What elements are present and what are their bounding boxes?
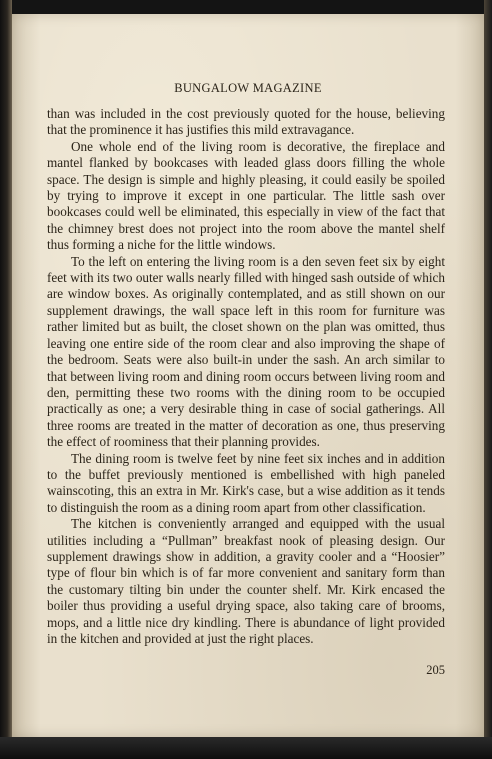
body-text: [47, 106, 445, 647]
paragraph-dining-room: The dining room is twelve feet by nine feet six inches and in addition to the buffet previously mentioned is embellished with high paneled wainscoting, this an extra in Mr. Kirk's case, but a wise addition as it tends to distinguish the room as a dining room apart from other classification.: [47, 450, 445, 515]
paragraph-living-room: One whole end of the living room is decorative, the fireplace and mantel flanked by bookcases with leaded glass doors filling the whole space. The design is simple and highly pleasing, it could easily be spoiled by trying to improve it except in one particular. The little sash over bookcases could well be eliminated, this especially in view of the fact that the chimney brest does not project into the room above the mantel shelf thus forming a niche for the little windows.: [47, 138, 445, 253]
paragraph-kitchen: The kitchen is conveniently arranged and equipped with the usual utilities including a “Pullman” breakfast nook of pleasing design. Our supplement drawings show in addition, a gravity cooler and a “Hoosier” type of flour bin which is of far more convenient and sanitary form than the customary tilting bin under the counter shelf. Mr. Kirk encased the boiler thus providing a useful drying space, also taking care of brooms, mops, and a little nice dry kindling. There is abundance of light provided in the kitchen and provided at just the right places.: [47, 516, 445, 646]
paragraph-den: To the left on entering the living room is a den seven feet six by eight feet with its two outer walls nearly filled with hinged sash outside of which are window boxes. As originally contemplated, and as still shown on our supplement drawings, the wall space left in this room for furniture was rather limited but as built, the closet shown on the plan was omitted, thus leaving one entire side of the room clear and also improving the shape of the bedroom. Seats were also built-in under the sash. An arch similar to that between living room and dining room occurs between living room and den, permitting these two rooms with the dining room to be occupied practically as one; a very desirable thing in case of social gatherings. All three rooms are treated in the matter of decoration as one, thus preserving the effect of roominess that their planning provides.: [47, 253, 445, 450]
running-header: BUNGALOW MAGAZINE: [174, 81, 322, 95]
book-binding-right: [484, 0, 492, 759]
scan-top-edge: [0, 0, 492, 14]
book-binding-left: [0, 0, 12, 759]
page-number: 205: [426, 663, 445, 677]
magazine-page: [12, 14, 484, 737]
paragraph-continued: than was included in the cost previously quoted for the house, believing that the prominence it has justifies this mild extravagance.: [47, 106, 445, 138]
scan-bottom-edge: [0, 737, 492, 759]
